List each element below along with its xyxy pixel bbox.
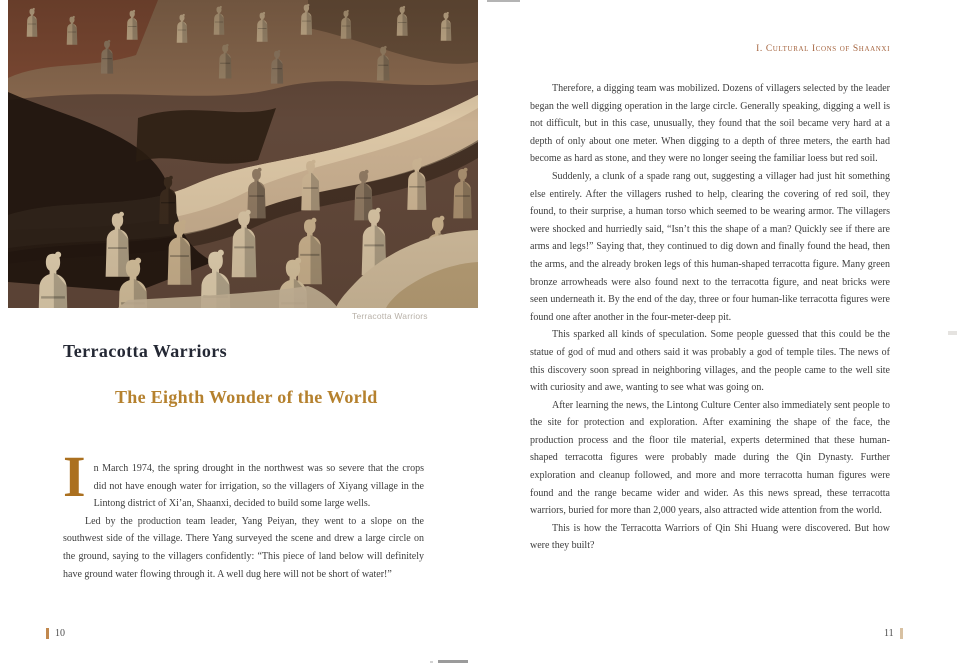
article-title: Terracotta Warriors [63, 341, 228, 361]
chapter-header: I. Cultural Icons of Shaanxi [756, 44, 890, 54]
bottom-scrollbar-thumb[interactable] [438, 660, 468, 663]
paragraph-text: n March 1974, the spring drought in the northwest was so severe that the crops did not have enough water for irrigation, so the villagers of Xiyang village in the Lintong district of Xi’an, Shaanxi, decided to build some large wells. [93, 463, 424, 510]
page-number-left [46, 628, 65, 639]
right-scrollbar-tick [948, 331, 957, 335]
article-subtitle: The Eighth Wonder of the World [115, 387, 378, 407]
terracotta-warriors-photo [8, 0, 478, 308]
page-number-value: 10 [55, 628, 65, 639]
body-paragraph: This sparked all kinds of speculation. Some people guessed that this could be the statue of god of mud and others said it was probably a god of temple tiles. The news of this discovery soon spread in neighboring villages, and the people came to the well site with curiosity and awe, wanting to see what was going on. [530, 329, 890, 394]
body-paragraph: Therefore, a digging team was mobilized. Dozens of villagers selected by the leader began the well digging operation in the large circle. Generally speaking, digging a well is not difficult, but in this case, unusually, they found that the soil became very hard at a depth of only about one meter. When digging to a depth of three meters, the earth had become as hard as stone, and they were no longer seeing the familiar loess but red soil. [530, 83, 890, 165]
body-paragraph: This is how the Terracotta Warriors of Qin Shi Huang were discovered. But how were they built? [530, 522, 890, 552]
right-page-body [530, 80, 890, 555]
body-paragraph: Led by the production team leader, Yang Peiyan, they went to a slope on the southwest side of the village. There Yang surveyed the scene and drew a large circle on the ground, saying to the villagers confidently: “This piece of land below will definitely have ground water flowing through it. A well dug here will not be short of water!” [63, 515, 424, 580]
drop-cap: I [63, 444, 86, 509]
body-paragraph: After learning the news, the Lintong Culture Center also immediately sent people to the site for protection and exploration. After examining the shape of the face, the production process and the floor tile material, experts determined that these human-shaped terracotta figures were probably made during the Qin Dynasty. Further exploration and cleanup followed, and more and more terracotta human figures were found and the range became wider and wider. As this news spread, these terracotta warriors, buried for more than 2,000 years, also attracted wide attention from the world. [530, 399, 890, 517]
bottom-edge-dot [430, 661, 433, 663]
page-number-value: 11 [884, 628, 894, 639]
photo-caption: Terracotta Warriors [352, 311, 428, 321]
page-number-bar [46, 628, 49, 639]
page-number-bar [900, 628, 903, 639]
page-number-right [884, 628, 903, 639]
top-edge-bar [487, 0, 520, 2]
body-paragraph: Suddenly, a clunk of a spade rang out, suggesting a villager had just hit something else entirely. After the villagers rushed to help, clearing the covering of red soil, they found, to their surprise, a human torso which seemed to be wearing armor. The villagers were shocked and hurriedly said, “Isn’t this the shape of a man? Quickly see if there are arms and legs!” Saying that, they continued to dig down and finally found the head, then the arms, and the already broken legs of this human-shaped terracotta figure. Many green bronze arrowheads were also found next to the terracotta figure, and neat bricks were seen underneath it. By the end of the day, three or four human-like terracotta figures were found one after another in the four-meter-deep pit. [530, 170, 890, 323]
body-paragraph [63, 444, 424, 513]
left-page-body [63, 444, 424, 583]
